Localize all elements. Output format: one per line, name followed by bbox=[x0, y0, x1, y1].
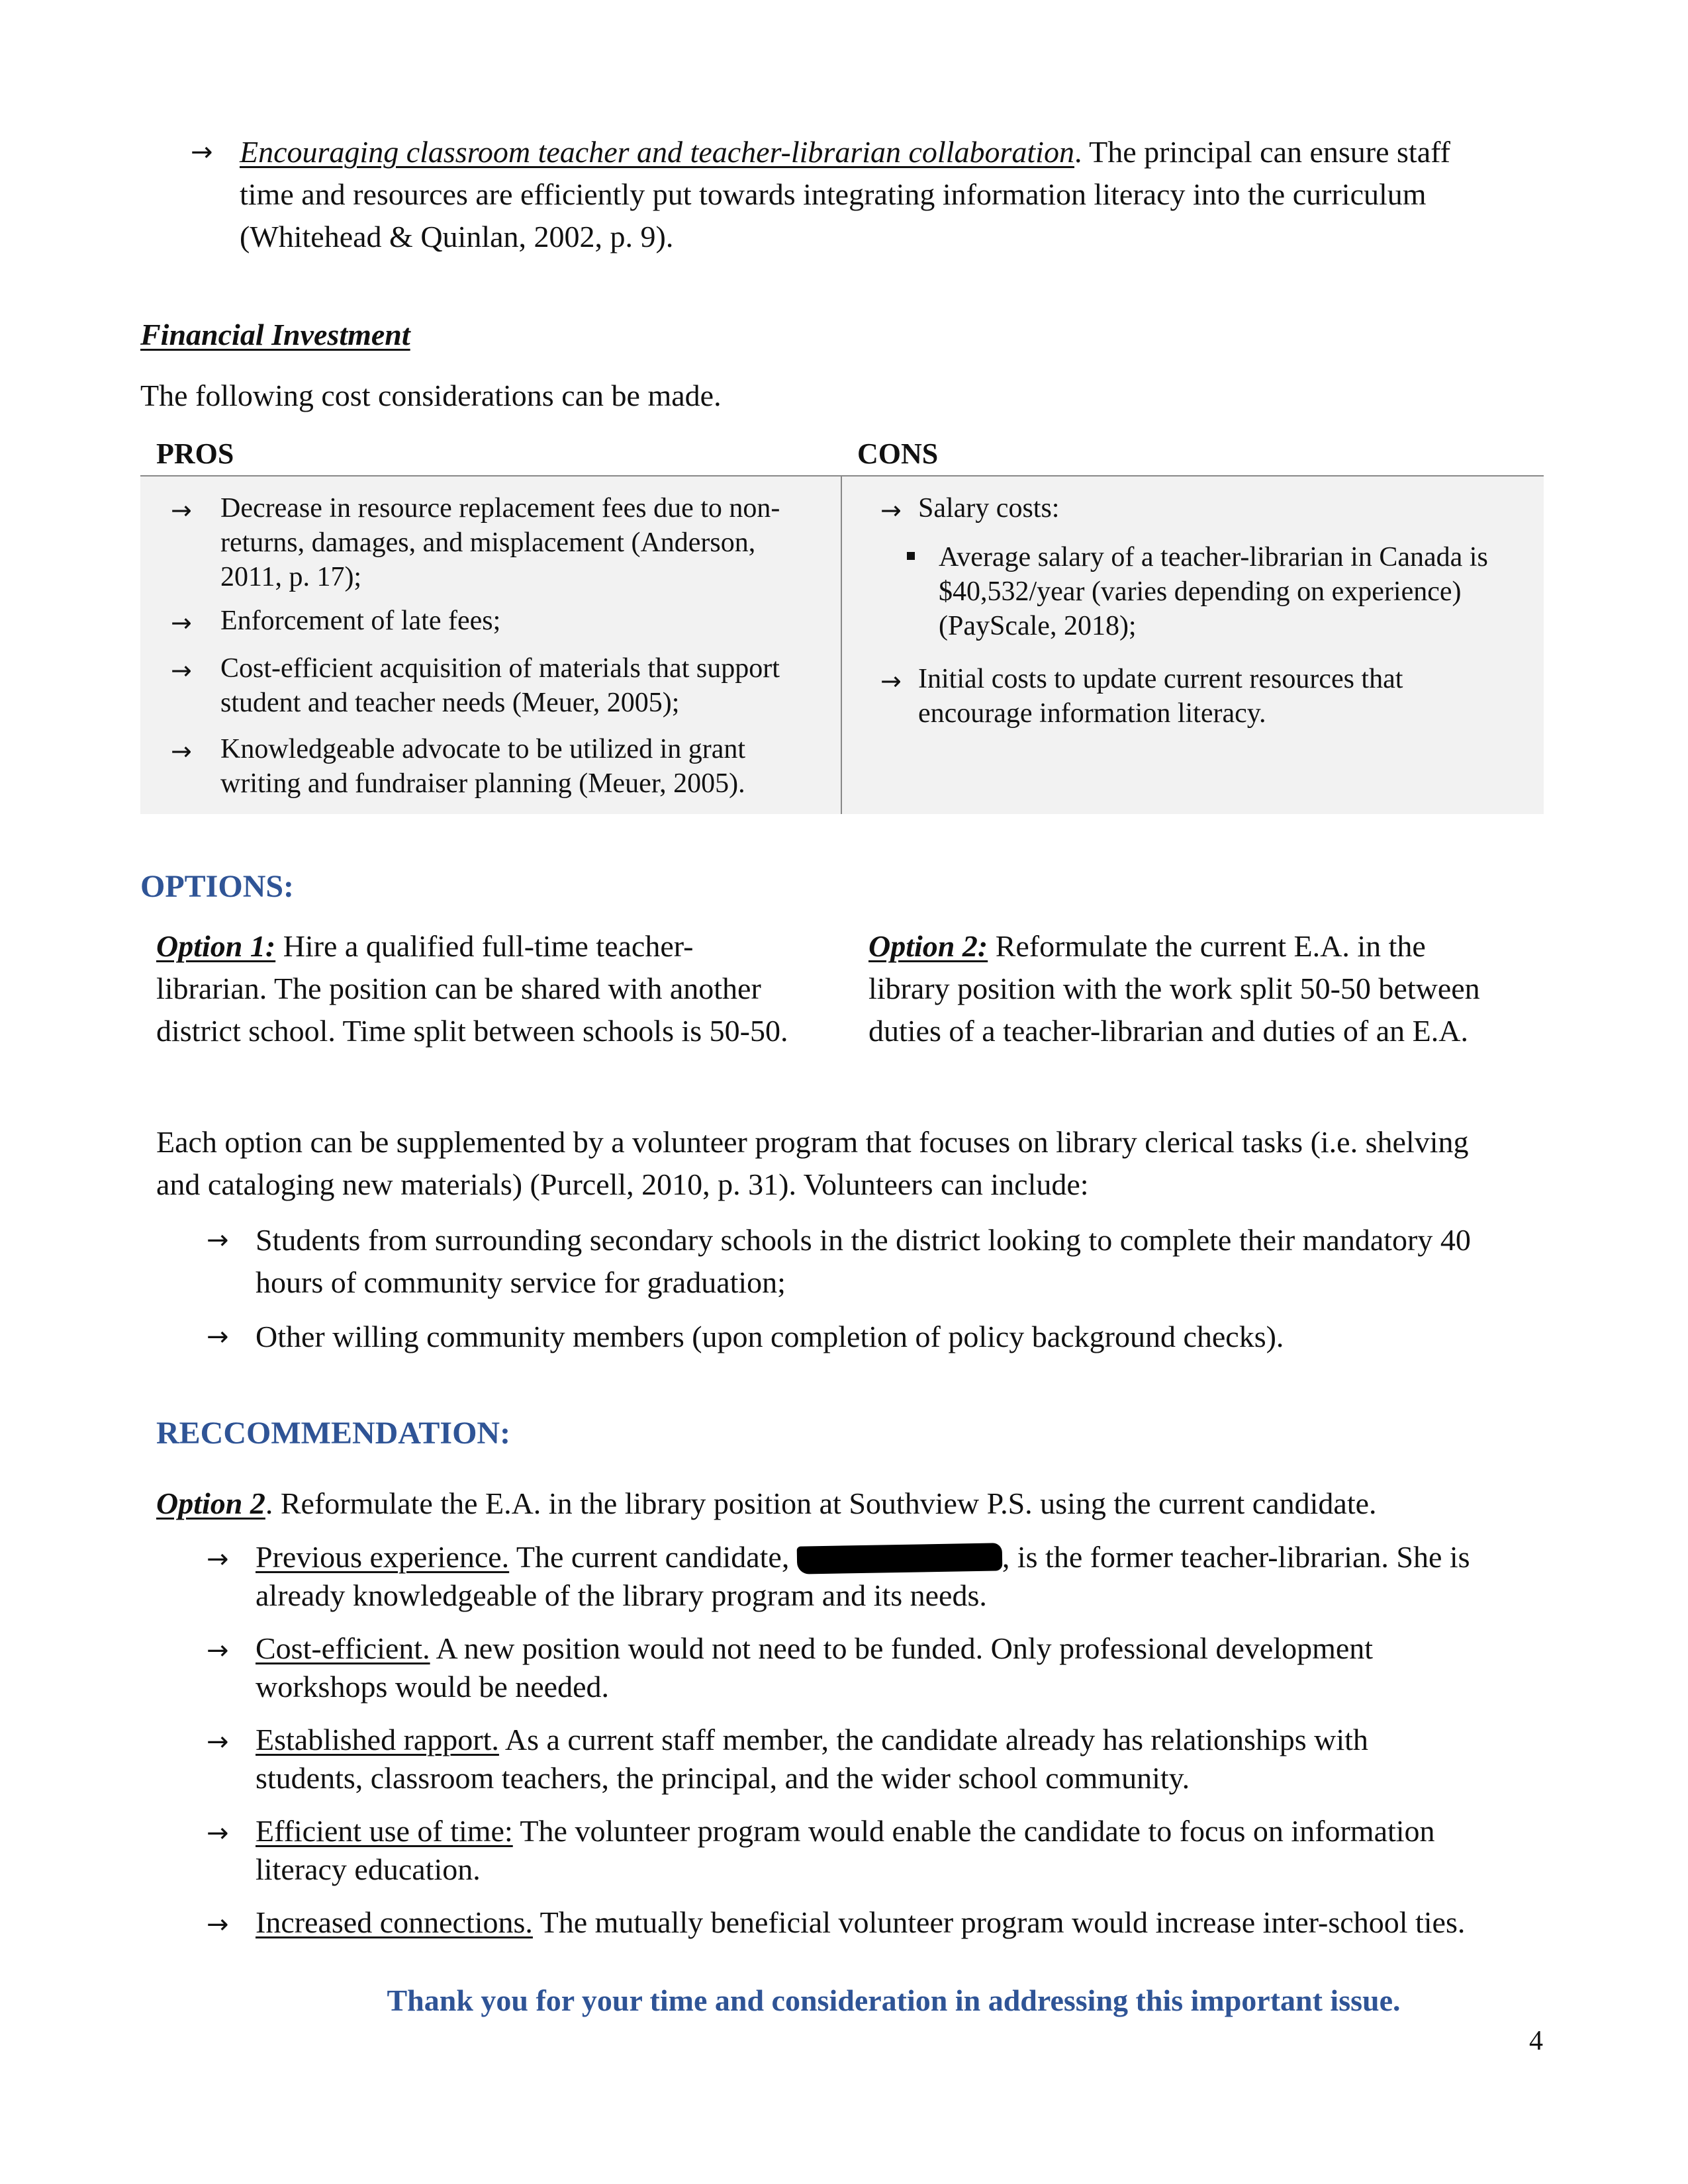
cons-salary: Salary costs: bbox=[918, 493, 1060, 523]
cons-cell bbox=[842, 477, 1544, 814]
pros-item: Cost-efficient acquisition of materials that support student and teacher needs (Meuer, 2005); bbox=[220, 653, 780, 718]
volunteer-bullet: Students from surrounding secondary schools in the district looking to complete their mandatory 40 hours of community service for graduation; bbox=[256, 1223, 1471, 1299]
redacted-name bbox=[797, 1543, 1003, 1574]
arrow-bullet-icon: → bbox=[207, 1909, 229, 1940]
arrow-bullet-icon: → bbox=[207, 1818, 229, 1848]
arrow-bullet-icon: → bbox=[207, 1225, 229, 1255]
pros-item: Enforcement of late fees; bbox=[220, 606, 501, 636]
table-column-divider bbox=[841, 477, 842, 814]
options-heading: OPTIONS: bbox=[140, 869, 295, 904]
top-bullet-line3: (Whitehead & Quinlan, 2002, p. 9). bbox=[240, 220, 674, 253]
cons-header: CONS bbox=[857, 437, 939, 470]
option-1: Option 1: Hire a qualified full-time teacher- librarian. The position can be shared with another district school. Time split between schools is 50-50. bbox=[156, 929, 788, 1048]
arrow-bullet-icon: → bbox=[171, 656, 192, 685]
option-2-label: Option 2: bbox=[868, 929, 988, 963]
recommendation-point: Increased connections. The mutually beneficial volunteer program would increase inter-school ties. bbox=[256, 1905, 1466, 1939]
arrow-bullet-icon: → bbox=[191, 137, 213, 167]
top-bullet-line2: time and resources are efficiently put towards integrating information literacy into the curriculum bbox=[240, 177, 1427, 211]
square-bullet-icon bbox=[907, 552, 915, 560]
arrow-bullet-icon: → bbox=[880, 666, 902, 696]
closing-statement: Thank you for your time and consideration in addressing this important issue. bbox=[387, 1983, 1401, 2017]
volunteer-bullet: Other willing community members (upon completion of policy background checks). bbox=[256, 1320, 1284, 1353]
arrow-bullet-icon: → bbox=[171, 496, 192, 525]
pros-item: Decrease in resource replacement fees due to non- returns, damages, and misplacement (Anderson, 2011, p. 17); bbox=[220, 493, 780, 592]
financial-heading: Financial Investment bbox=[140, 318, 410, 351]
recommendation-point: Established rapport. As a current staff member, the candidate already has relationships with students, classroom teachers, the principal, and the wider school community. bbox=[256, 1723, 1368, 1795]
arrow-bullet-icon: → bbox=[207, 1635, 229, 1666]
arrow-bullet-icon: → bbox=[207, 1544, 229, 1574]
cons-salary-detail: Average salary of a teacher-librarian in Canada is $40,532/year (varies depending on experience) (PayScale, 2018); bbox=[939, 542, 1488, 641]
recommendation-text: Option 2. Reformulate the E.A. in the library position at Southview P.S. using the current candidate. bbox=[156, 1486, 1377, 1520]
pros-header: PROS bbox=[156, 437, 234, 470]
financial-intro: The following cost considerations can be made. bbox=[140, 379, 722, 412]
recommendation-heading: RECCOMMENDATION: bbox=[156, 1416, 511, 1451]
page-number: 4 bbox=[1529, 2026, 1543, 2056]
pros-item: Knowledgeable advocate to be utilized in grant writing and fundraiser planning (Meuer, 2005). bbox=[220, 734, 746, 799]
option-1-label: Option 1: bbox=[156, 929, 276, 963]
arrow-bullet-icon: → bbox=[880, 496, 902, 525]
top-bullet-line1: Encouraging classroom teacher and teacher-librarian collaboration. The principal can ensure staff bbox=[240, 135, 1450, 169]
recommendation-label: Option 2 bbox=[156, 1486, 265, 1520]
arrow-bullet-icon: → bbox=[207, 1727, 229, 1757]
recommendation-point: Efficient use of time: The volunteer program would enable the candidate to focus on information literacy education. bbox=[256, 1814, 1435, 1886]
arrow-bullet-icon: → bbox=[207, 1322, 229, 1352]
arrow-bullet-icon: → bbox=[171, 737, 192, 766]
option-2: Option 2: Reformulate the current E.A. in the library position with the work split 50-50 between duties of a teacher-librarian and duties of an E.A. bbox=[868, 929, 1480, 1048]
recommendation-point: Cost-efficient. A new position would not need to be funded. Only professional development workshops would be needed. bbox=[256, 1631, 1374, 1704]
collaboration-link-text: Encouraging classroom teacher and teacher-librarian collaboration bbox=[240, 135, 1074, 169]
arrow-bullet-icon: → bbox=[171, 608, 192, 637]
cons-initial: Initial costs to update current resources that encourage information literacy. bbox=[918, 664, 1403, 729]
volunteer-paragraph: Each option can be supplemented by a volunteer program that focuses on library clerical tasks (i.e. shelving and cataloging new materials) (Purcell, 2010, p. 31). Volunteers can include: bbox=[156, 1125, 1469, 1201]
recommendation-point: Previous experience. The current candidate, , is the former teacher-librarian. She is already knowledgeable of the library program and its needs. bbox=[256, 1540, 1470, 1612]
